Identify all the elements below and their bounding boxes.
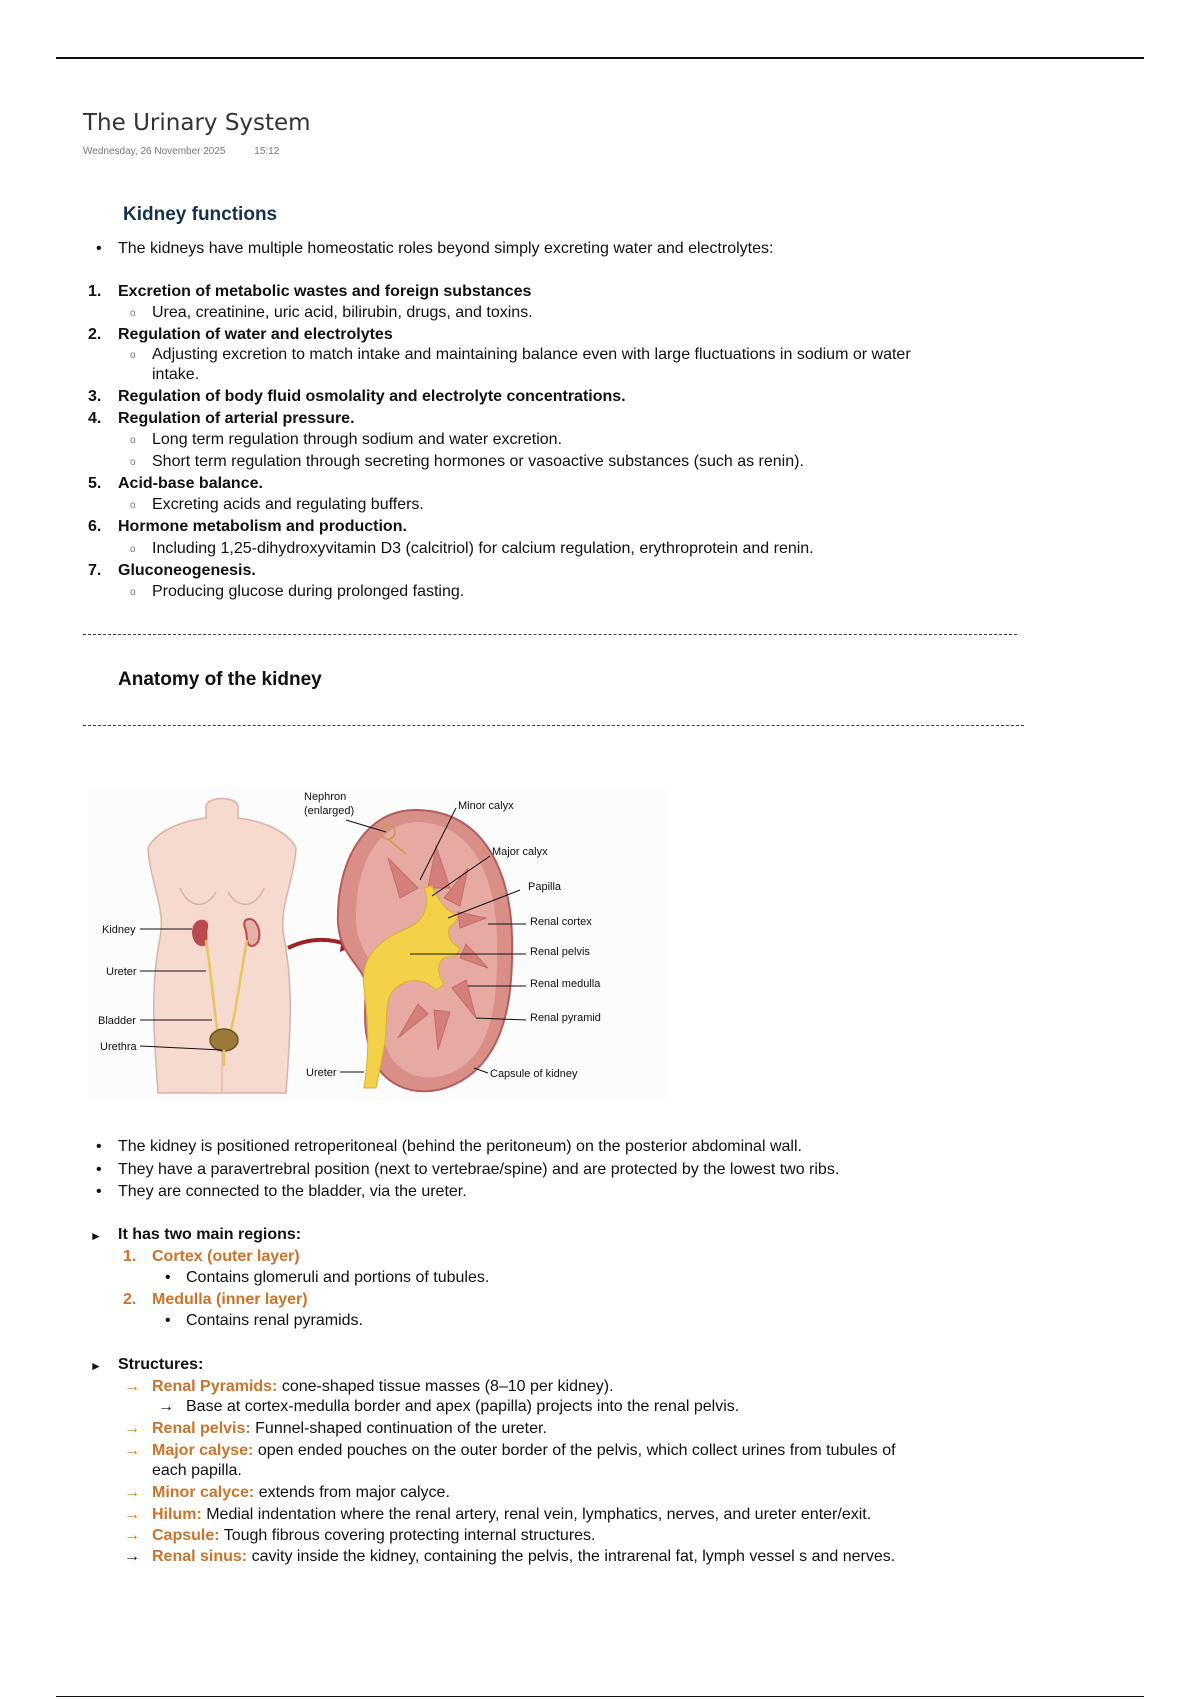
- arrow-icon: →: [124, 1420, 140, 1437]
- fn-num: 1.: [88, 283, 102, 300]
- figure-label-ureter: Ureter: [106, 966, 137, 978]
- structure-text: Tough fibrous covering protecting internal structures.: [219, 1527, 596, 1544]
- arrow-icon: →: [124, 1378, 140, 1395]
- figure-label-kidney: Kidney: [102, 924, 136, 936]
- structure-text: Medial indentation where the renal artery, renal vein, lymphatics, nerves, and ureter enter/exit.: [201, 1506, 872, 1523]
- fn-title: Gluconeogenesis.: [118, 562, 256, 579]
- fn-title: Regulation of arterial pressure.: [118, 410, 355, 427]
- sub-marker: o: [130, 544, 136, 555]
- triangle-bullet-icon: ►: [90, 1359, 102, 1373]
- structure-term: Renal Pyramids:: [152, 1378, 278, 1395]
- triangle-bullet-icon: ►: [90, 1229, 102, 1243]
- fn-num: 4.: [88, 410, 102, 427]
- structure-term: Renal pelvis:: [152, 1420, 251, 1437]
- bottom-rule: [56, 1696, 1144, 1697]
- figure-label-renal-pelvis: Renal pelvis: [530, 946, 590, 958]
- structure-item: [152, 1418, 547, 1439]
- structure-term: Capsule:: [152, 1527, 220, 1544]
- kidney-anatomy-figure: [88, 788, 666, 1100]
- structure-item: [152, 1525, 595, 1546]
- region-name: Cortex (outer layer): [152, 1248, 300, 1265]
- region-sub: Contains glomeruli and portions of tubules.: [186, 1269, 490, 1286]
- figure-label-renal-cortex: Renal cortex: [530, 916, 592, 928]
- sub-marker: o: [130, 435, 136, 446]
- structure-text: Funnel-shaped continuation of the ureter.: [250, 1420, 547, 1437]
- fn-title: Regulation of body fluid osmolality and electrolyte concentrations.: [118, 388, 626, 405]
- page-time: 15:12: [254, 146, 280, 157]
- arrow-icon: →: [124, 1506, 140, 1523]
- page-meta: [83, 146, 305, 157]
- fn-sub: Long term regulation through sodium and water excretion.: [152, 431, 563, 448]
- structure-text-cont: each papilla.: [152, 1462, 242, 1479]
- fn-num: 7.: [88, 562, 102, 579]
- fn-num: 2.: [88, 326, 102, 343]
- bullet-marker: •: [96, 1183, 102, 1200]
- bladder-illustration: [210, 1029, 238, 1051]
- bullet-marker: •: [96, 1161, 102, 1178]
- figure-label-renal-pyramid: Renal pyramid: [530, 1012, 601, 1024]
- bullet-marker: •: [165, 1312, 171, 1329]
- arrow-icon: →: [124, 1442, 140, 1459]
- kidney-functions-heading: Kidney functions: [123, 204, 278, 225]
- anatomy-bullet: The kidney is positioned retroperitoneal (behind the peritoneum) on the posterior abdominal wall.: [118, 1138, 802, 1155]
- anatomy-bullet: They are connected to the bladder, via the ureter.: [118, 1183, 467, 1200]
- fn-num: 6.: [88, 518, 102, 535]
- sub-marker: o: [130, 350, 136, 361]
- fn-num: 5.: [88, 475, 102, 492]
- structure-item: [152, 1440, 896, 1461]
- arrow-icon: →: [124, 1548, 140, 1565]
- structures-heading: Structures:: [118, 1356, 204, 1373]
- sub-marker: o: [130, 457, 136, 468]
- structure-subitem: Base at cortex-medulla border and apex (papilla) projects into the renal pelvis.: [186, 1398, 740, 1415]
- fn-title: Excretion of metabolic wastes and foreign substances: [118, 283, 532, 300]
- intro-bullet-marker: •: [96, 240, 102, 257]
- fn-title: Hormone metabolism and production.: [118, 518, 407, 535]
- structure-term: Minor calyce:: [152, 1484, 255, 1501]
- figure-label-nephron-enlarged: (enlarged): [304, 805, 355, 817]
- figure-label-ureter-kidney: Ureter: [306, 1067, 337, 1079]
- region-num: 2.: [123, 1291, 137, 1308]
- sub-marker: o: [130, 308, 136, 319]
- page-date: Wednesday, 26 November 2025: [83, 146, 226, 157]
- region-num: 1.: [123, 1248, 137, 1265]
- fn-sub: Including 1,25-dihydroxyvitamin D3 (calcitriol) for calcium regulation, erythroprotein and renin.: [152, 540, 814, 557]
- fn-sub-cont: intake.: [152, 366, 200, 383]
- structure-item: [152, 1546, 895, 1567]
- structure-text: extends from major calyce.: [254, 1484, 450, 1501]
- top-rule: [56, 57, 1144, 59]
- anatomy-bullet: They have a paravertrebral position (next to vertebrae/spine) and are protected by the lowest two ribs.: [118, 1161, 840, 1178]
- figure-label-minor-calyx: Minor calyx: [458, 800, 514, 812]
- figure-label-papilla: Papilla: [528, 881, 562, 893]
- fn-sub: Adjusting excretion to match intake and maintaining balance even with large fluctuations in sodium or water: [152, 346, 911, 363]
- sub-marker: o: [130, 587, 136, 598]
- sub-marker: o: [130, 500, 136, 511]
- structure-term: Renal sinus:: [152, 1548, 248, 1565]
- structure-text: open ended pouches on the outer border of the pelvis, which collect urines from tubules of: [253, 1442, 896, 1459]
- regions-heading: It has two main regions:: [118, 1226, 302, 1243]
- dashed-divider: [83, 725, 1024, 726]
- enlarge-arrow: [288, 940, 346, 948]
- page-title: The Urinary System: [83, 110, 311, 136]
- structure-term: Hilum:: [152, 1506, 202, 1523]
- structure-text: cone-shaped tissue masses (8–10 per kidney).: [277, 1378, 614, 1395]
- structure-text: cavity inside the kidney, containing the pelvis, the intrarenal fat, lymph vessel s and nerves.: [247, 1548, 896, 1565]
- structure-item: [152, 1482, 450, 1503]
- region-sub: Contains renal pyramids.: [186, 1312, 363, 1329]
- fn-sub: Urea, creatinine, uric acid, bilirubin, drugs, and toxins.: [152, 304, 533, 321]
- figure-label-nephron: Nephron: [304, 791, 347, 803]
- figure-label-bladder: Bladder: [98, 1015, 136, 1027]
- bullet-marker: •: [165, 1269, 171, 1286]
- figure-label-urethra: Urethra: [100, 1041, 137, 1053]
- figure-label-major-calyx: Major calyx: [492, 846, 548, 858]
- structure-item: [152, 1376, 614, 1397]
- figure-label-capsule: Capsule of kidney: [490, 1068, 578, 1080]
- fn-num: 3.: [88, 388, 102, 405]
- anatomy-heading: Anatomy of the kidney: [118, 669, 322, 690]
- fn-title: Acid-base balance.: [118, 475, 263, 492]
- arrow-icon: →: [124, 1527, 140, 1544]
- fn-sub: Excreting acids and regulating buffers.: [152, 496, 424, 513]
- structure-item: [152, 1504, 871, 1525]
- dashed-divider: [83, 634, 1017, 635]
- figure-label-renal-medulla: Renal medulla: [530, 978, 601, 990]
- intro-text: The kidneys have multiple homeostatic roles beyond simply excreting water and electrolytes:: [118, 240, 774, 257]
- fn-sub: Producing glucose during prolonged fasting.: [152, 583, 465, 600]
- bullet-marker: •: [96, 1138, 102, 1155]
- structure-term: Major calyse:: [152, 1442, 254, 1459]
- fn-title: Regulation of water and electrolytes: [118, 326, 393, 343]
- arrow-icon: →: [158, 1398, 174, 1415]
- arrow-icon: →: [124, 1484, 140, 1501]
- region-name: Medulla (inner layer): [152, 1291, 308, 1308]
- fn-sub: Short term regulation through secreting hormones or vasoactive substances (such as renin).: [152, 453, 804, 470]
